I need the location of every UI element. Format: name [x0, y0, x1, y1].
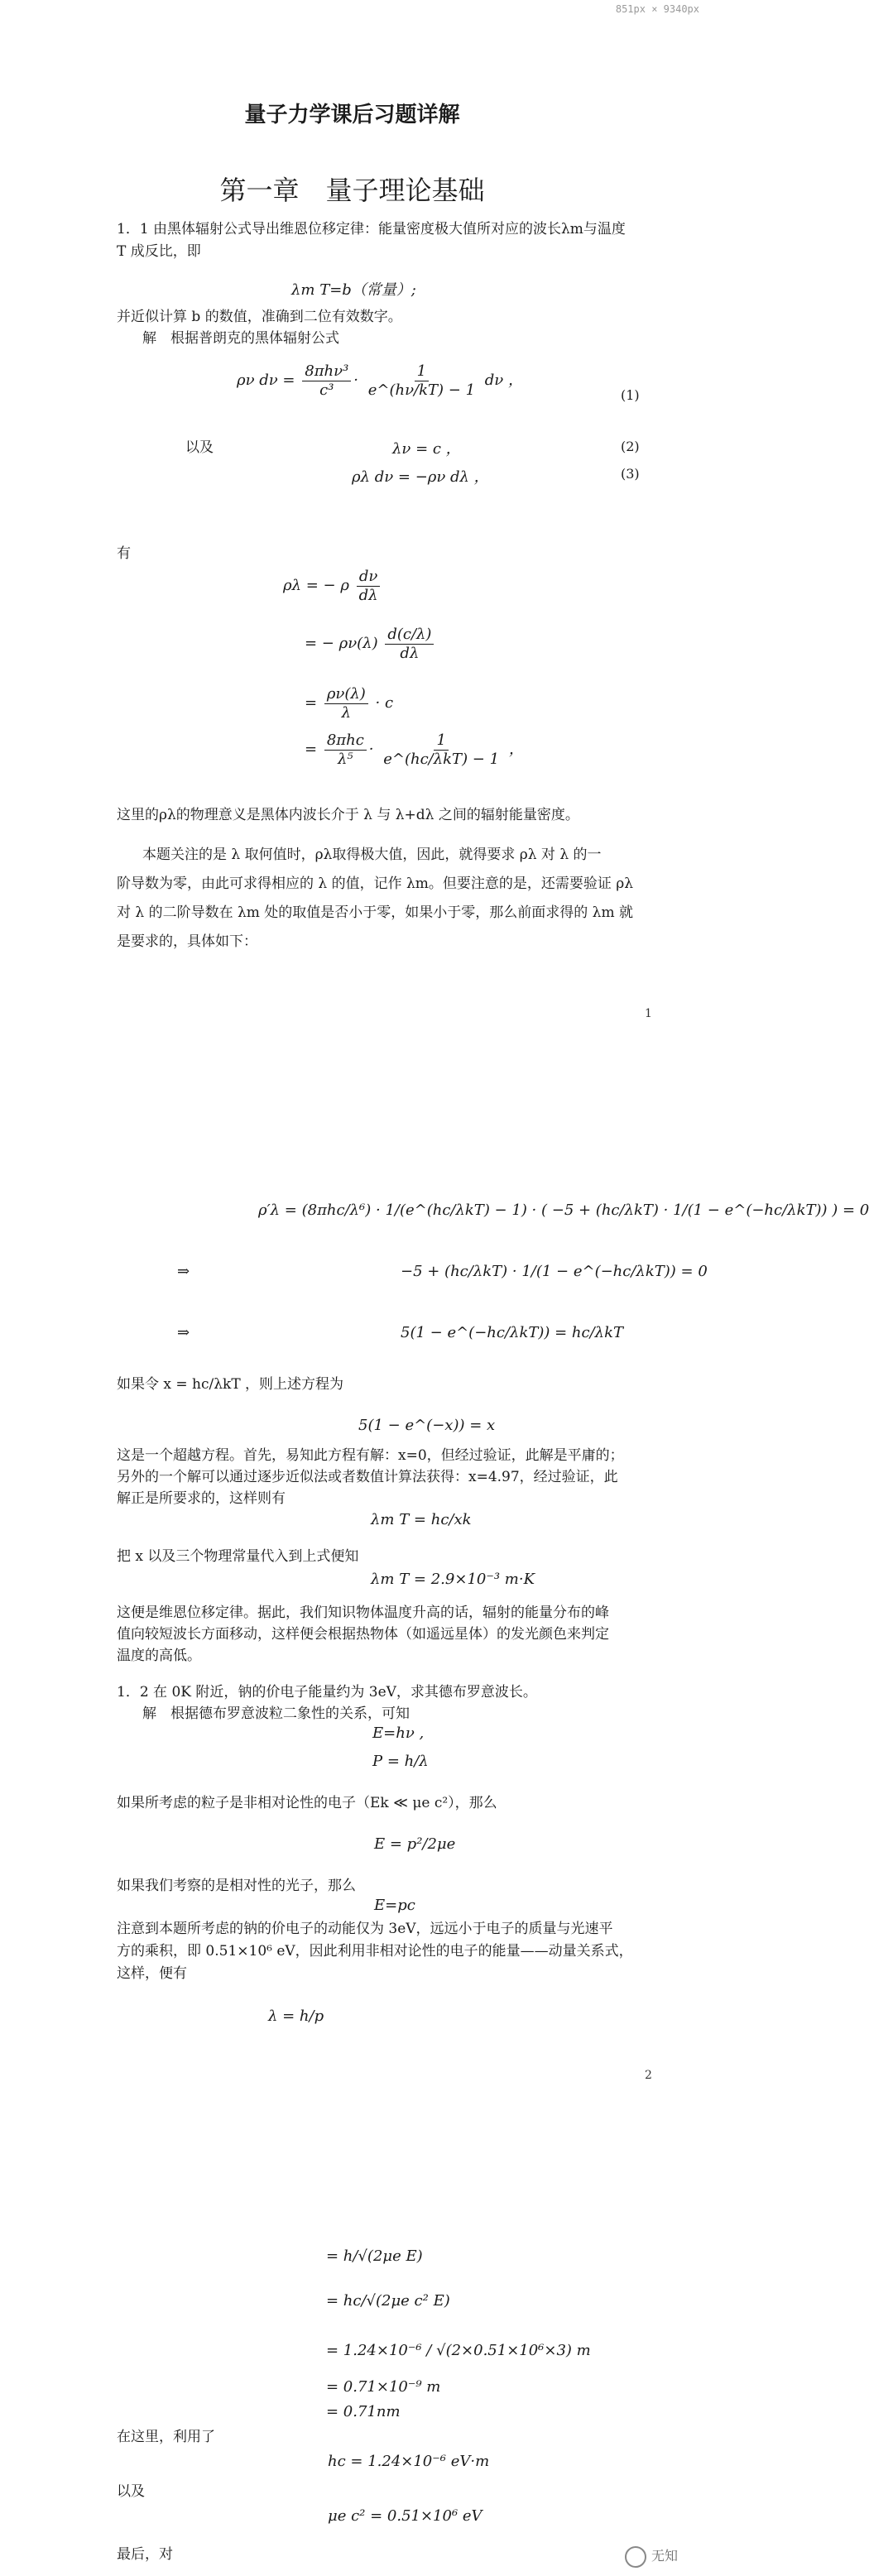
problem-1-1-line2: T 成反比，即 — [117, 243, 201, 260]
derivation-step-1: ρλ = − ρ $\frac{d\nu}{d\lambda}$ — [283, 568, 383, 604]
analysis-line-3: 对 λ 的二阶导数在 λm 处的取值是否小于零，如果小于零，那么前面求得的 λm 就 — [117, 904, 633, 921]
solution-1-2-intro: 解 根据德布罗意波粒二象性的关系，可知 — [142, 1705, 410, 1722]
transcendental-equation: 5(1 − e^(−x)) = x — [358, 1417, 496, 1434]
equation-wavelength-frequency: λν = c ， — [392, 440, 461, 458]
image-size-tag: 851px × 9340px — [615, 3, 699, 15]
wien-constant-value: λm T = 2.9×10⁻³ m·K — [371, 1571, 535, 1588]
problem-1-1-line3: 并近似计算 b 的数值，准确到二位有效数字。 — [117, 309, 402, 325]
meaning-text: 这里的ρλ的物理意义是黑体内波长介于 λ 与 λ+dλ 之间的辐射能量密度。 — [117, 807, 579, 823]
lambda-T-expression: λm T = hc/xk — [371, 1511, 472, 1528]
analysis-line-4: 是要求的，具体如下： — [117, 933, 257, 950]
wien-discussion-2: 值向较短波长方面移动，这样便会根据热物体（如遥远星体）的发光颜色来判定 — [117, 1626, 609, 1643]
implies-arrow-2: ⇒ — [177, 1324, 190, 1341]
photon-text: 如果我们考察的是相对性的光子，那么 — [117, 1878, 356, 1894]
wavelength-step-2: = hc/√(2μe c² E) — [326, 2292, 450, 2310]
page-number-1: 1 — [645, 1007, 652, 1020]
sodium-discussion-3: 这样，便有 — [117, 1965, 187, 1982]
equation-number-3: (3) — [621, 466, 640, 482]
used-text: 在这里，利用了 — [117, 2429, 215, 2445]
wavelength-step-3: = 1.24×10⁻⁶ / √(2×0.51×10⁶×3) m — [326, 2342, 591, 2359]
wavelength-step-4: = 0.71×10⁻⁹ m — [326, 2378, 441, 2396]
solution-intro: 解 根据普朗克的黑体辐射公式 — [142, 330, 339, 347]
transcendental-form: 5(1 − e^(−hc/λkT)) = hc/λkT — [401, 1324, 623, 1341]
yiji-label: 以及 — [185, 439, 214, 456]
wien-discussion-1: 这便是维恩位移定律。据此，我们知识物体温度升高的话，辐射的能量分布的峰 — [117, 1605, 609, 1621]
solution-discussion-1: 这是一个超越方程。首先，易知此方程有解：x=0，但经过验证，此解是平庸的； — [117, 1447, 624, 1464]
implies-arrow-1: ⇒ — [177, 1263, 190, 1280]
watermark-logo-icon — [625, 2546, 646, 2568]
analysis-line-2: 阶导数为零，由此可求得相应的 λ 的值，记作 λm。但要注意的是，还需要验证 ρλ — [117, 875, 634, 892]
derivation-step-4: = $\frac{\text{8πhc}}{\text{λ⁵}}$ · $\frac{1}{\text{e\textasciicircum{}(hc/λkT) − 1}}$ ， — [305, 732, 524, 768]
energy-frequency-relation: E=hν , — [372, 1725, 425, 1742]
equation-number-1: (1) — [621, 387, 640, 403]
electron-rest-energy: μe c² = 0.51×10⁶ eV — [328, 2507, 483, 2525]
solution-discussion-2: 另外的一个解可以通过逐步近似法或者数值计算法获得：x=4.97，经过验证，此 — [117, 1469, 618, 1485]
final-text: 最后，对 — [117, 2546, 173, 2563]
derivation-step-2: = − ρν(λ) $\frac{d(c/\lambda)}{d\lambda}$ — [305, 626, 436, 662]
substitute-constants-text: 把 x 以及三个物理常量代入到上式便知 — [117, 1548, 359, 1565]
wavelength-result: = 0.71nm — [326, 2403, 401, 2420]
yiji-label-2: 以及 — [117, 2483, 145, 2500]
chapter-title: 第一章 量子理论基础 — [219, 175, 485, 206]
page-number-2: 2 — [645, 2069, 652, 2082]
problem-1-1-line1: 1．1 由黑体辐射公式导出维恩位移定律：能量密度极大值所对应的波长λm与温度 — [117, 221, 626, 237]
solution-discussion-3: 解正是所要求的，这样则有 — [117, 1490, 286, 1507]
analysis-line-1: 本题关注的是 λ 取何值时，ρλ取得极大值，因此，就得要求 ρλ 对 λ 的一 — [142, 847, 602, 863]
equation-number-2: (2) — [621, 439, 640, 454]
momentum-wavelength-relation: P = h/λ — [372, 1753, 429, 1770]
de-broglie-wavelength: λ = h/p — [268, 2008, 324, 2025]
document-title: 量子力学课后习题详解 — [244, 103, 460, 127]
wien-discussion-3: 温度的高低。 — [117, 1648, 201, 1664]
wien-law-statement: λm T=b（常量）; — [291, 281, 416, 299]
nonrelativistic-energy: E = p²/2μe — [374, 1835, 456, 1853]
hc-value: hc = 1.24×10⁻⁶ eV·m — [328, 2453, 490, 2470]
problem-1-2: 1．2 在 0K 附近，钠的价电子能量约为 3eV，求其德布罗意波长。 — [117, 1684, 537, 1701]
sodium-discussion-2: 方的乘积，即 0.51×10⁶ eV，因此利用非相对论性的电子的能量——动量关系式， — [117, 1943, 633, 1960]
equation-density-conversion: ρλ dν = −ρν dλ ， — [352, 468, 489, 486]
sodium-discussion-1: 注意到本题所考虑的钠的价电子的动能仅为 3eV，远远小于电子的质量与光速平 — [117, 1921, 613, 1937]
wavelength-step-1: = h/√(2μe E) — [326, 2247, 423, 2265]
first-derivative-equation: ρ′λ = (8πhc/λ⁶) · 1/(e^(hc/λkT) − 1) · ( −5 + (hc/λkT) · 1/(1 − e^(−hc/λkT)) ) = 0 — [258, 1202, 869, 1219]
watermark: 无知 — [625, 2545, 678, 2568]
photon-energy: E=pc — [374, 1897, 415, 1914]
nonrelativistic-text: 如果所考虑的粒子是非相对论性的电子（Ek ≪ μe c²），那么 — [117, 1795, 497, 1811]
derivation-step-3: = $\frac{\rho\nu(\lambda)}{\lambda}$ · c — [305, 685, 394, 722]
substitution-text: 如果令 x = hc/λkT ，则上述方程为 — [117, 1376, 344, 1393]
reduced-equation: −5 + (hc/λkT) · 1/(1 − e^(−hc/λkT)) = 0 — [401, 1263, 708, 1280]
equation-planck: ρν dν = $\frac{\text{8πhν³}}{\text{c³}}$ · $\frac{1}{e\^{}(h\nu/kT) - 1}$ dν ， — [237, 362, 523, 399]
you-label: 有 — [117, 545, 131, 562]
